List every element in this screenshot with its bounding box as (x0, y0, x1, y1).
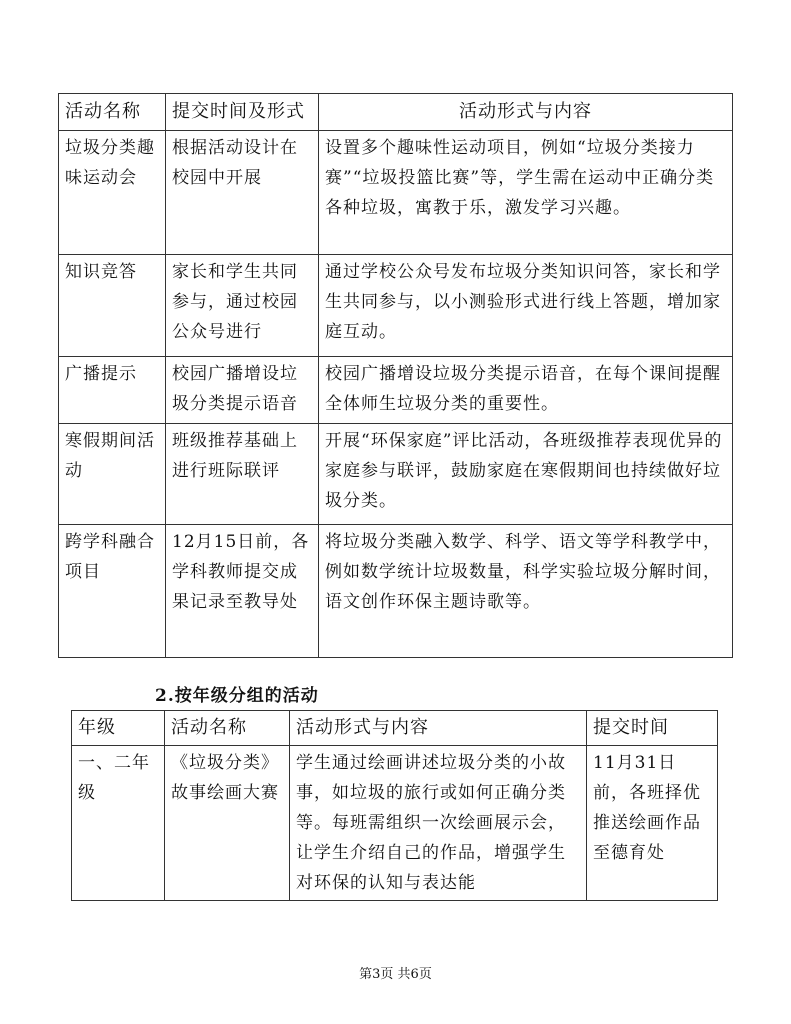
table-row (59, 131, 733, 255)
activity-table (58, 93, 733, 658)
cell-activity-name: 《垃圾分类》故事绘画大赛 (165, 746, 290, 901)
table-header-row (59, 94, 733, 131)
cell-content: 通过学校公众号发布垃圾分类知识问答，家长和学生共同参与，以小测验形式进行线上答题，增加家庭互动。 (319, 255, 733, 357)
cell-submit-time: 家长和学生共同参与，通过校园公众号进行 (166, 255, 319, 357)
cell-submit-time: 11月31日前，各班择优推送绘画作品至德育处 (587, 746, 718, 901)
cell-activity-name: 广播提示 (59, 357, 166, 424)
table-header-row (72, 711, 718, 746)
header-activity-content: 活动形式与内容 (319, 94, 733, 131)
table-row (72, 746, 718, 901)
table-row (59, 255, 733, 357)
table-row (59, 424, 733, 525)
cell-submit-time: 根据活动设计在校园中开展 (166, 131, 319, 255)
cell-submit-time: 校园广播增设垃圾分类提示语音 (166, 357, 319, 424)
table-row (59, 357, 733, 424)
header-submit-time-form: 提交时间及形式 (166, 94, 319, 131)
cell-content: 设置多个趣味性运动项目，例如“垃圾分类接力赛”“垃圾投篮比赛”等，学生需在运动中正确分类各种垃圾，寓教于乐，激发学习兴趣。 (319, 131, 733, 255)
header-grade: 年级 (72, 711, 165, 746)
header-activity-name: 活动名称 (165, 711, 290, 746)
section-title: 2.按年级分组的活动 (155, 686, 319, 706)
header-activity-content: 活动形式与内容 (290, 711, 587, 746)
cell-activity-name: 知识竞答 (59, 255, 166, 357)
header-activity-name: 活动名称 (59, 94, 166, 131)
table-row (59, 525, 733, 658)
cell-activity-name: 寒假期间活动 (59, 424, 166, 525)
cell-submit-time: 班级推荐基础上进行班际联评 (166, 424, 319, 525)
page-footer: 第3页 共6页 (359, 967, 432, 982)
cell-content: 将垃圾分类融入数学、科学、语文等学科教学中，例如数学统计垃圾数量，科学实验垃圾分解时间，语文创作环保主题诗歌等。 (319, 525, 733, 658)
cell-content: 学生通过绘画讲述垃圾分类的小故事，如垃圾的旅行或如何正确分类等。每班需组织一次绘画展示会，让学生介绍自己的作品，增强学生对环保的认知与表达能 (290, 746, 587, 901)
cell-content: 校园广播增设垃圾分类提示语音，在每个课间提醒全体师生垃圾分类的重要性。 (319, 357, 733, 424)
cell-activity-name: 跨学科融合项目 (59, 525, 166, 658)
grade-activity-table (71, 710, 718, 901)
cell-activity-name: 垃圾分类趣味运动会 (59, 131, 166, 255)
header-submit-time: 提交时间 (587, 711, 718, 746)
cell-submit-time: 12月15日前，各学科教师提交成果记录至教导处 (166, 525, 319, 658)
cell-grade: 一、二年级 (72, 746, 165, 901)
cell-content: 开展“环保家庭”评比活动，各班级推荐表现优异的家庭参与联评，鼓励家庭在寒假期间也持续做好垃圾分类。 (319, 424, 733, 525)
